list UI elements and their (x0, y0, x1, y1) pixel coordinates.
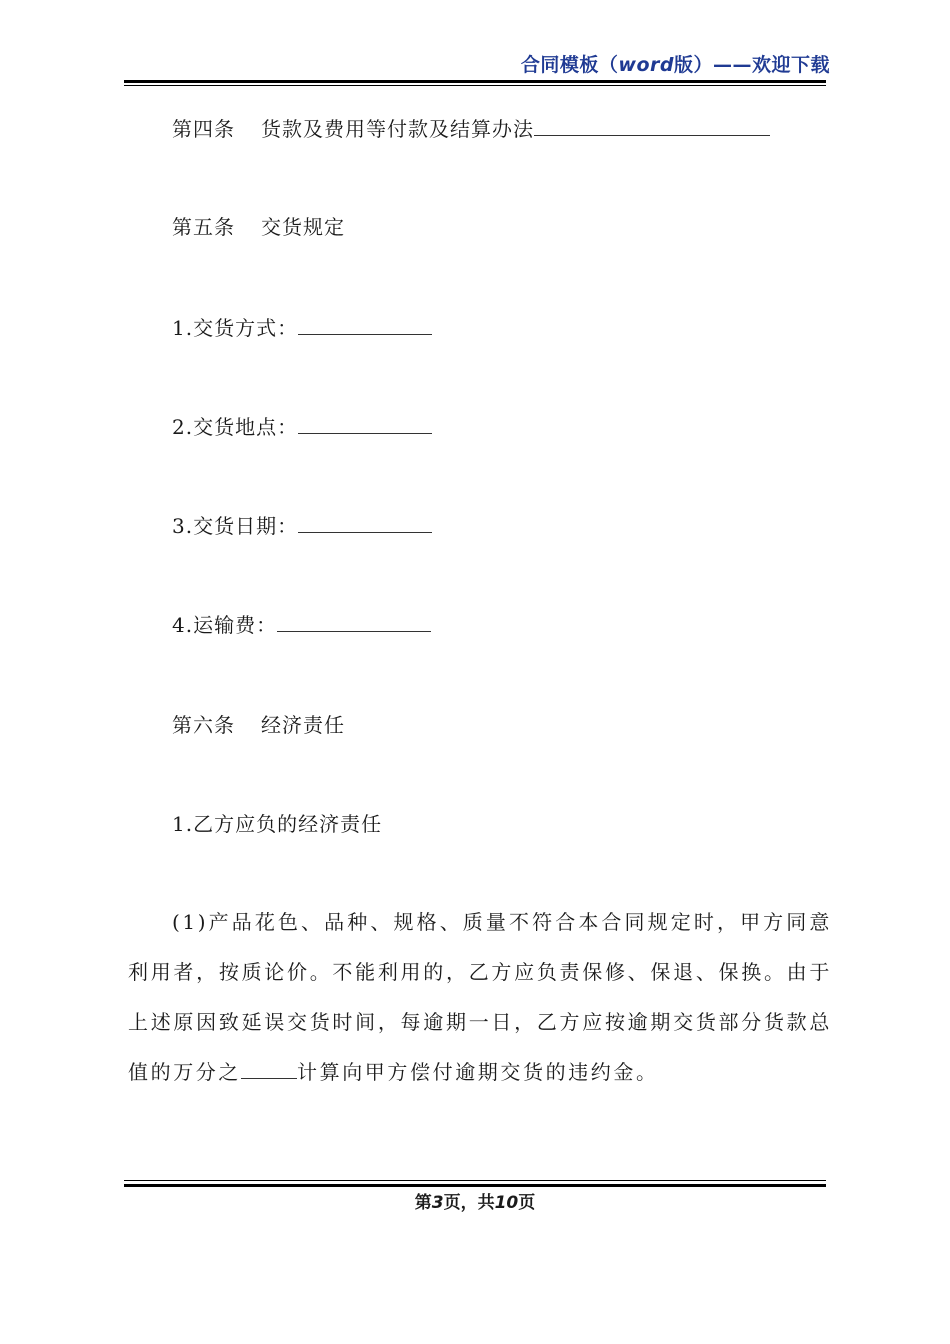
total-pages: 10 (494, 1193, 519, 1213)
article-5-text: 交货规定 (261, 215, 345, 239)
freight-line (172, 609, 431, 638)
article-4-number: 第四条 (172, 117, 235, 141)
delivery-date-label: 3.交货日期： (172, 514, 299, 538)
header-rule-thin (124, 85, 826, 86)
article-5 (172, 211, 345, 240)
article-4-text: 货款及费用等付款及结算办法 (261, 117, 534, 141)
header-brand: word (618, 54, 674, 76)
delivery-place-blank[interactable] (298, 415, 432, 434)
current-page: 3 (431, 1193, 444, 1213)
section-1-title: 1.乙方应负的经济责任 (172, 812, 383, 836)
liability-text-part2: 计算向甲方偿付逾期交货的违约金。 (297, 1060, 659, 1084)
liability-paragraph (128, 897, 832, 1097)
footer-rule-thin (124, 1180, 826, 1181)
delivery-place-label: 2.交货地点： (172, 415, 299, 439)
delivery-place-line (172, 411, 432, 440)
article-5-number: 第五条 (172, 215, 235, 239)
header-rule-thick (124, 80, 826, 83)
page-suffix: 页 (518, 1193, 536, 1213)
freight-label: 4.运输费： (172, 613, 278, 637)
delivery-date-line (172, 510, 432, 539)
header-prefix: 合同模板（ (520, 54, 619, 76)
delivery-method-line (172, 312, 432, 341)
article-6-number: 第六条 (172, 713, 235, 737)
payment-method-blank[interactable] (534, 117, 770, 136)
penalty-rate-blank[interactable] (241, 1060, 297, 1079)
article-4 (172, 113, 770, 142)
page-middle: 页，共 (443, 1193, 495, 1213)
article-6 (172, 709, 345, 738)
header-suffix: 版）——欢迎下载 (673, 54, 830, 76)
delivery-date-blank[interactable] (298, 514, 432, 533)
delivery-method-label: 1.交货方式： (172, 316, 299, 340)
delivery-method-blank[interactable] (298, 316, 432, 335)
freight-blank[interactable] (277, 613, 431, 632)
article-6-text: 经济责任 (261, 713, 345, 737)
document-header (521, 50, 830, 77)
page-prefix: 第 (414, 1193, 432, 1213)
footer-rule-thick (124, 1184, 826, 1187)
liability-text-part1: (1)产品花色、品种、规格、质量不符合本合同规定时，甲方同意利用者，按质论价。不能利用的，乙方应负责保修、保退、保换。由于上述原因致延误交货时间，每逾期一日，乙方应按逾期交货部分货款总值的万分之 (128, 910, 832, 1084)
page-number (0, 1188, 950, 1213)
